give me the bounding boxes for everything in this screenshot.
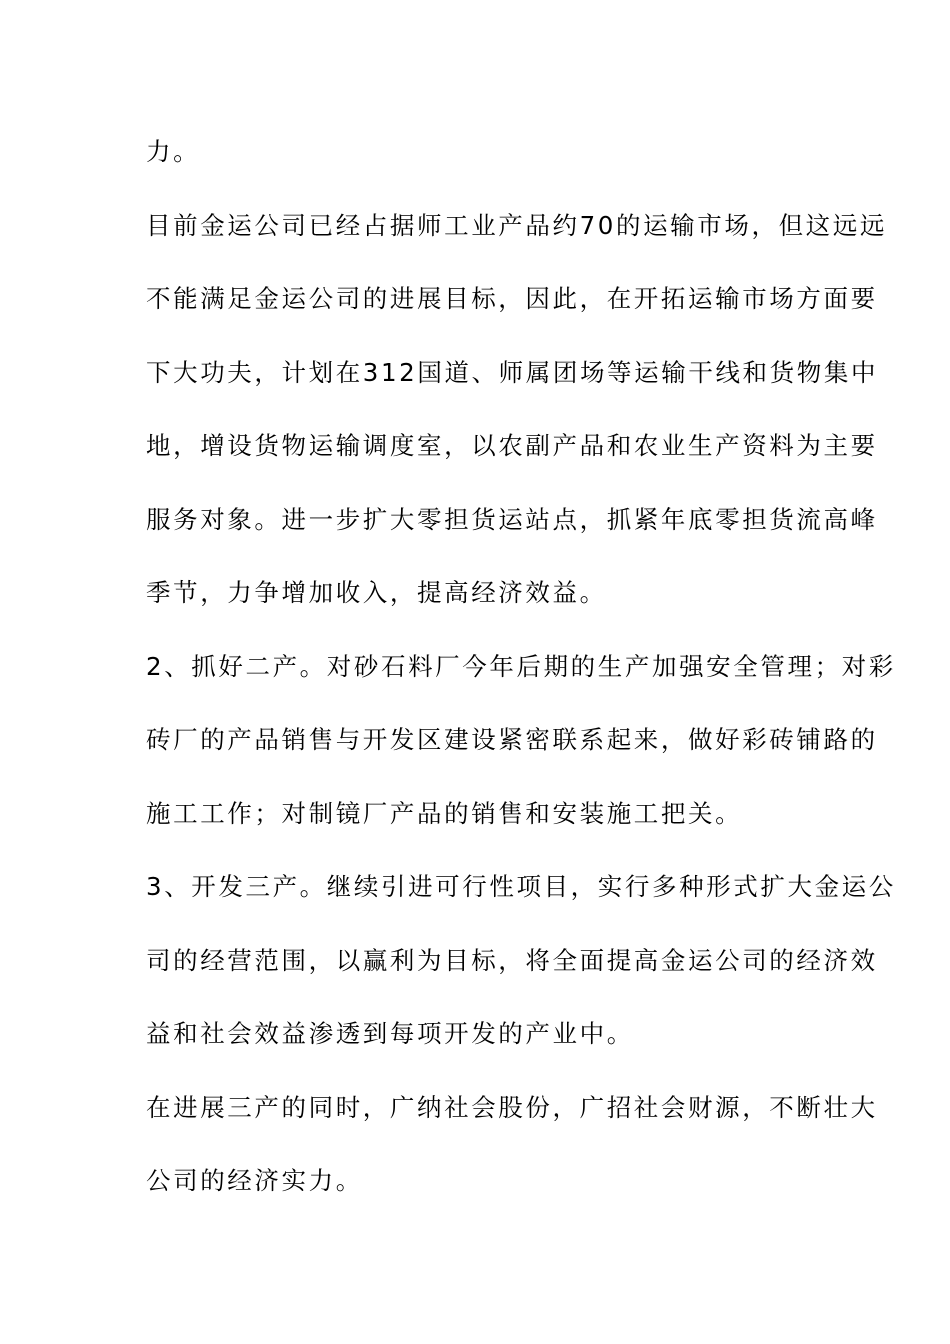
text-line: 2、抓好二产。对砂石料厂今年后期的生产加强安全管理；对彩 <box>146 651 896 681</box>
text-line: 司的经营范围，以赢利为目标，将全面提高金运公司的经济效 <box>146 945 878 975</box>
text-line: 在进展三产的同时，广纳社会股份，广招社会财源，不断壮大 <box>146 1092 878 1122</box>
text-line: 力。 <box>146 137 201 166</box>
text-line: 公司的经济实力。 <box>146 1166 363 1195</box>
text-line: 不能满足金运公司的进展目标，因此，在开拓运输市场方面要 <box>146 284 878 313</box>
text-line: 益和社会效益渗透到每项开发的产业中。 <box>146 1019 634 1048</box>
text-line: 3、开发三产。继续引进可行性项目，实行多种形式扩大金运公 <box>146 872 896 901</box>
text-line: 砖厂的产品销售与开发区建设紧密联系起来，做好彩砖铺路的 <box>146 725 878 754</box>
text-line: 服务对象。进一步扩大零担货运站点，抓紧年底零担货流高峰 <box>146 504 878 534</box>
text-line: 地，增设货物运输调度室，以农副产品和农业生产资料为主要 <box>146 431 878 460</box>
text-line: 季节，力争增加收入，提高经济效益。 <box>146 578 607 607</box>
text-line: 施工工作；对制镜厂产品的销售和安装施工把关。 <box>146 798 743 828</box>
text-line: 目前金运公司已经占据师工业产品约70的运输市场，但这远远 <box>146 210 887 240</box>
text-line: 下大功夫，计划在312国道、师属团场等运输干线和货物集中 <box>146 357 879 387</box>
document-body <box>146 126 896 1229</box>
